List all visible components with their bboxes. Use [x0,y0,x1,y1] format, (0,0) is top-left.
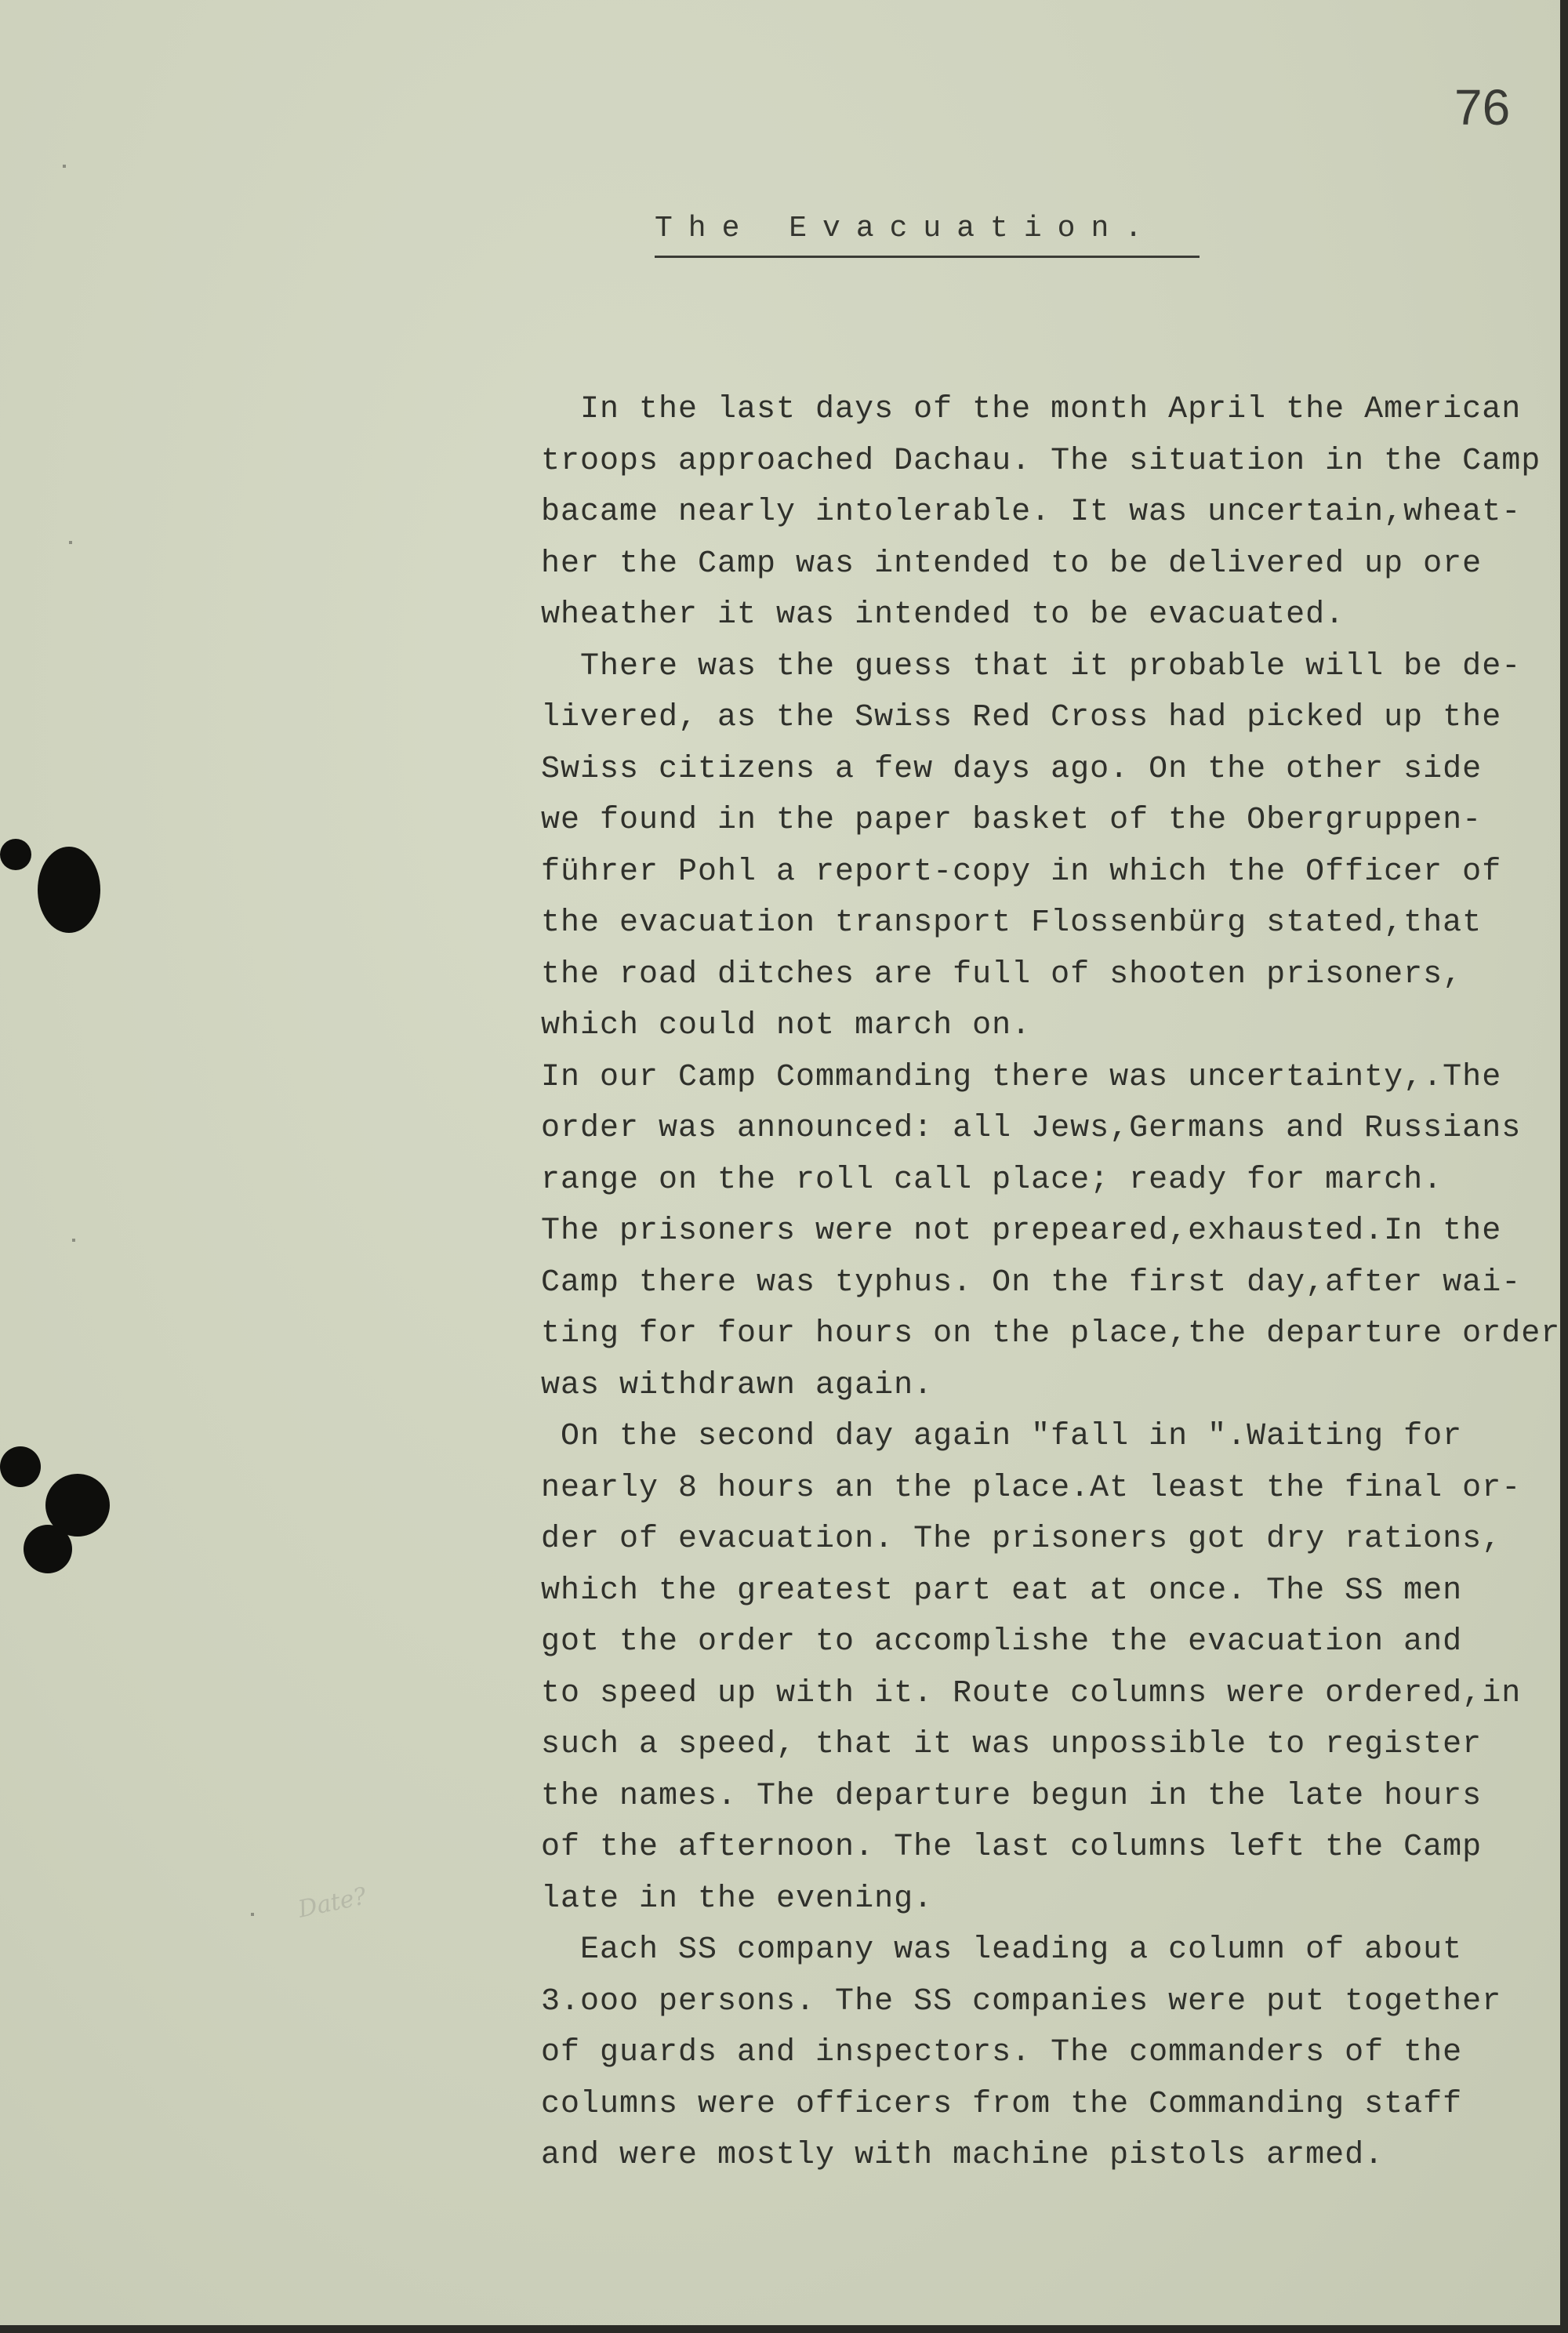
text-line: such a speed, that it was unpossible to register [541,1727,1483,1762]
text-line: führer Pohl a report-copy in which the Officer of [541,854,1502,890]
text-line: the evacuation transport Flossenbürg stated,that [541,905,1483,941]
text-line: order was announced: all Jews,Germans and Russians [541,1111,1522,1146]
text-line: ting for four hours on the place,the departure order [541,1316,1561,1352]
punch-hole [0,1446,41,1487]
text-line: nearly 8 hours an the place.At least the final or- [541,1470,1522,1506]
punch-hole [24,1525,72,1573]
text-line: Camp there was typhus. On the first day,after wai- [541,1264,1522,1301]
text-line: her the Camp was intended to be delivered up ore [541,546,1483,582]
punch-hole [38,847,100,933]
punch-hole [0,839,31,870]
text-line: wheather it was intended to be evacuated. [541,597,1345,633]
text-line: In our Camp Commanding there was uncertainty,.The [541,1059,1502,1095]
text-line: columns were officers from the Commanding staff [541,2086,1463,2122]
text-line: In the last days of the month April the American [541,392,1522,427]
text-line: The prisoners were not prepeared,exhausted.In the [541,1214,1502,1249]
paper-speck [251,1913,254,1916]
text-line: Swiss citizens a few days ago. On the other side [541,751,1483,787]
text-line: 3.ooo persons. The SS companies were put together [541,1983,1502,2019]
page-title: The Evacuation. [655,212,1159,245]
text-line: got the order to accomplishe the evacuation and [541,1624,1463,1660]
handwritten-margin-note: Date? [296,1882,369,1924]
text-line: and were mostly with machine pistols armed. [541,2138,1385,2173]
text-line: which the greatest part eat at once. The SS men [541,1573,1463,1609]
paper-speck [69,541,72,544]
text-line: of guards and inspectors. The commanders of the [541,2035,1463,2070]
paper-speck [72,1239,75,1242]
text-line: to speed up with it. Route columns were ordered,in [541,1675,1522,1711]
text-line: of the afternoon. The last columns left the Camp [541,1830,1483,1865]
text-line: livered, as the Swiss Red Cross had picked up the [541,700,1502,735]
text-line: On the second day again "fall in ".Waiting for [541,1419,1463,1454]
text-line: der of evacuation. The prisoners got dry rations, [541,1522,1502,1557]
text-line: the names. The departure begun in the late hours [541,1778,1483,1814]
typed-body-text [541,384,1561,2182]
text-line: was withdrawn again. [541,1367,934,1403]
text-line: bacame nearly intolerable. It was uncertain,wheat- [541,495,1522,530]
text-line: late in the evening. [541,1881,934,1917]
text-line: range on the roll call place; ready for march. [541,1162,1443,1198]
page-number: 76 [1454,79,1511,136]
text-line: the road ditches are full of shooten prisoners, [541,956,1463,992]
title-underline [655,256,1200,258]
text-line: troops approached Dachau. The situation in the Camp [541,443,1541,479]
paper-speck [63,165,66,168]
text-line: There was the guess that it probable will be de- [541,648,1522,684]
text-line: we found in the paper basket of the Obergruppen- [541,803,1483,838]
text-line: which could not march on. [541,1008,1032,1043]
text-line: Each SS company was leading a column of about [541,1932,1463,1968]
